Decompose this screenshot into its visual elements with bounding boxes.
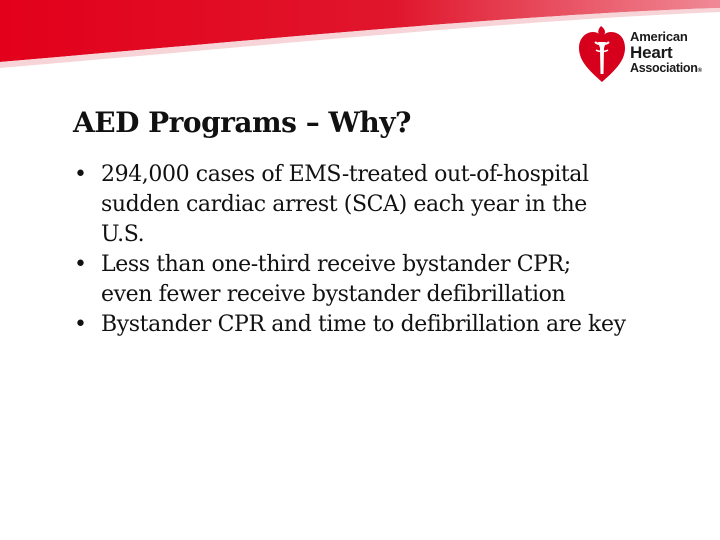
registered-mark: ® [697, 68, 702, 74]
list-item: • 294,000 cases of EMS-treated out-of-hospital sudden cardiac arrest (SCA) each year in the U.S. [74, 160, 631, 250]
list-item: • Bystander CPR and time to defibrillation are key [74, 310, 661, 340]
logo-line-3-text: Association [630, 61, 698, 75]
heart-torch-icon [577, 24, 629, 84]
logo-line-2: Heart [630, 43, 673, 62]
logo-wordmark [630, 30, 702, 75]
logo-line-1: American [630, 29, 688, 44]
list-item: • Less than one-third receive bystander CPR; even fewer receive bystander defibrillation [74, 250, 621, 310]
aha-logo [577, 24, 717, 84]
bullet-list [74, 160, 654, 340]
slide-title: AED Programs – Why? [73, 106, 411, 139]
logo-line-3 [630, 62, 702, 75]
